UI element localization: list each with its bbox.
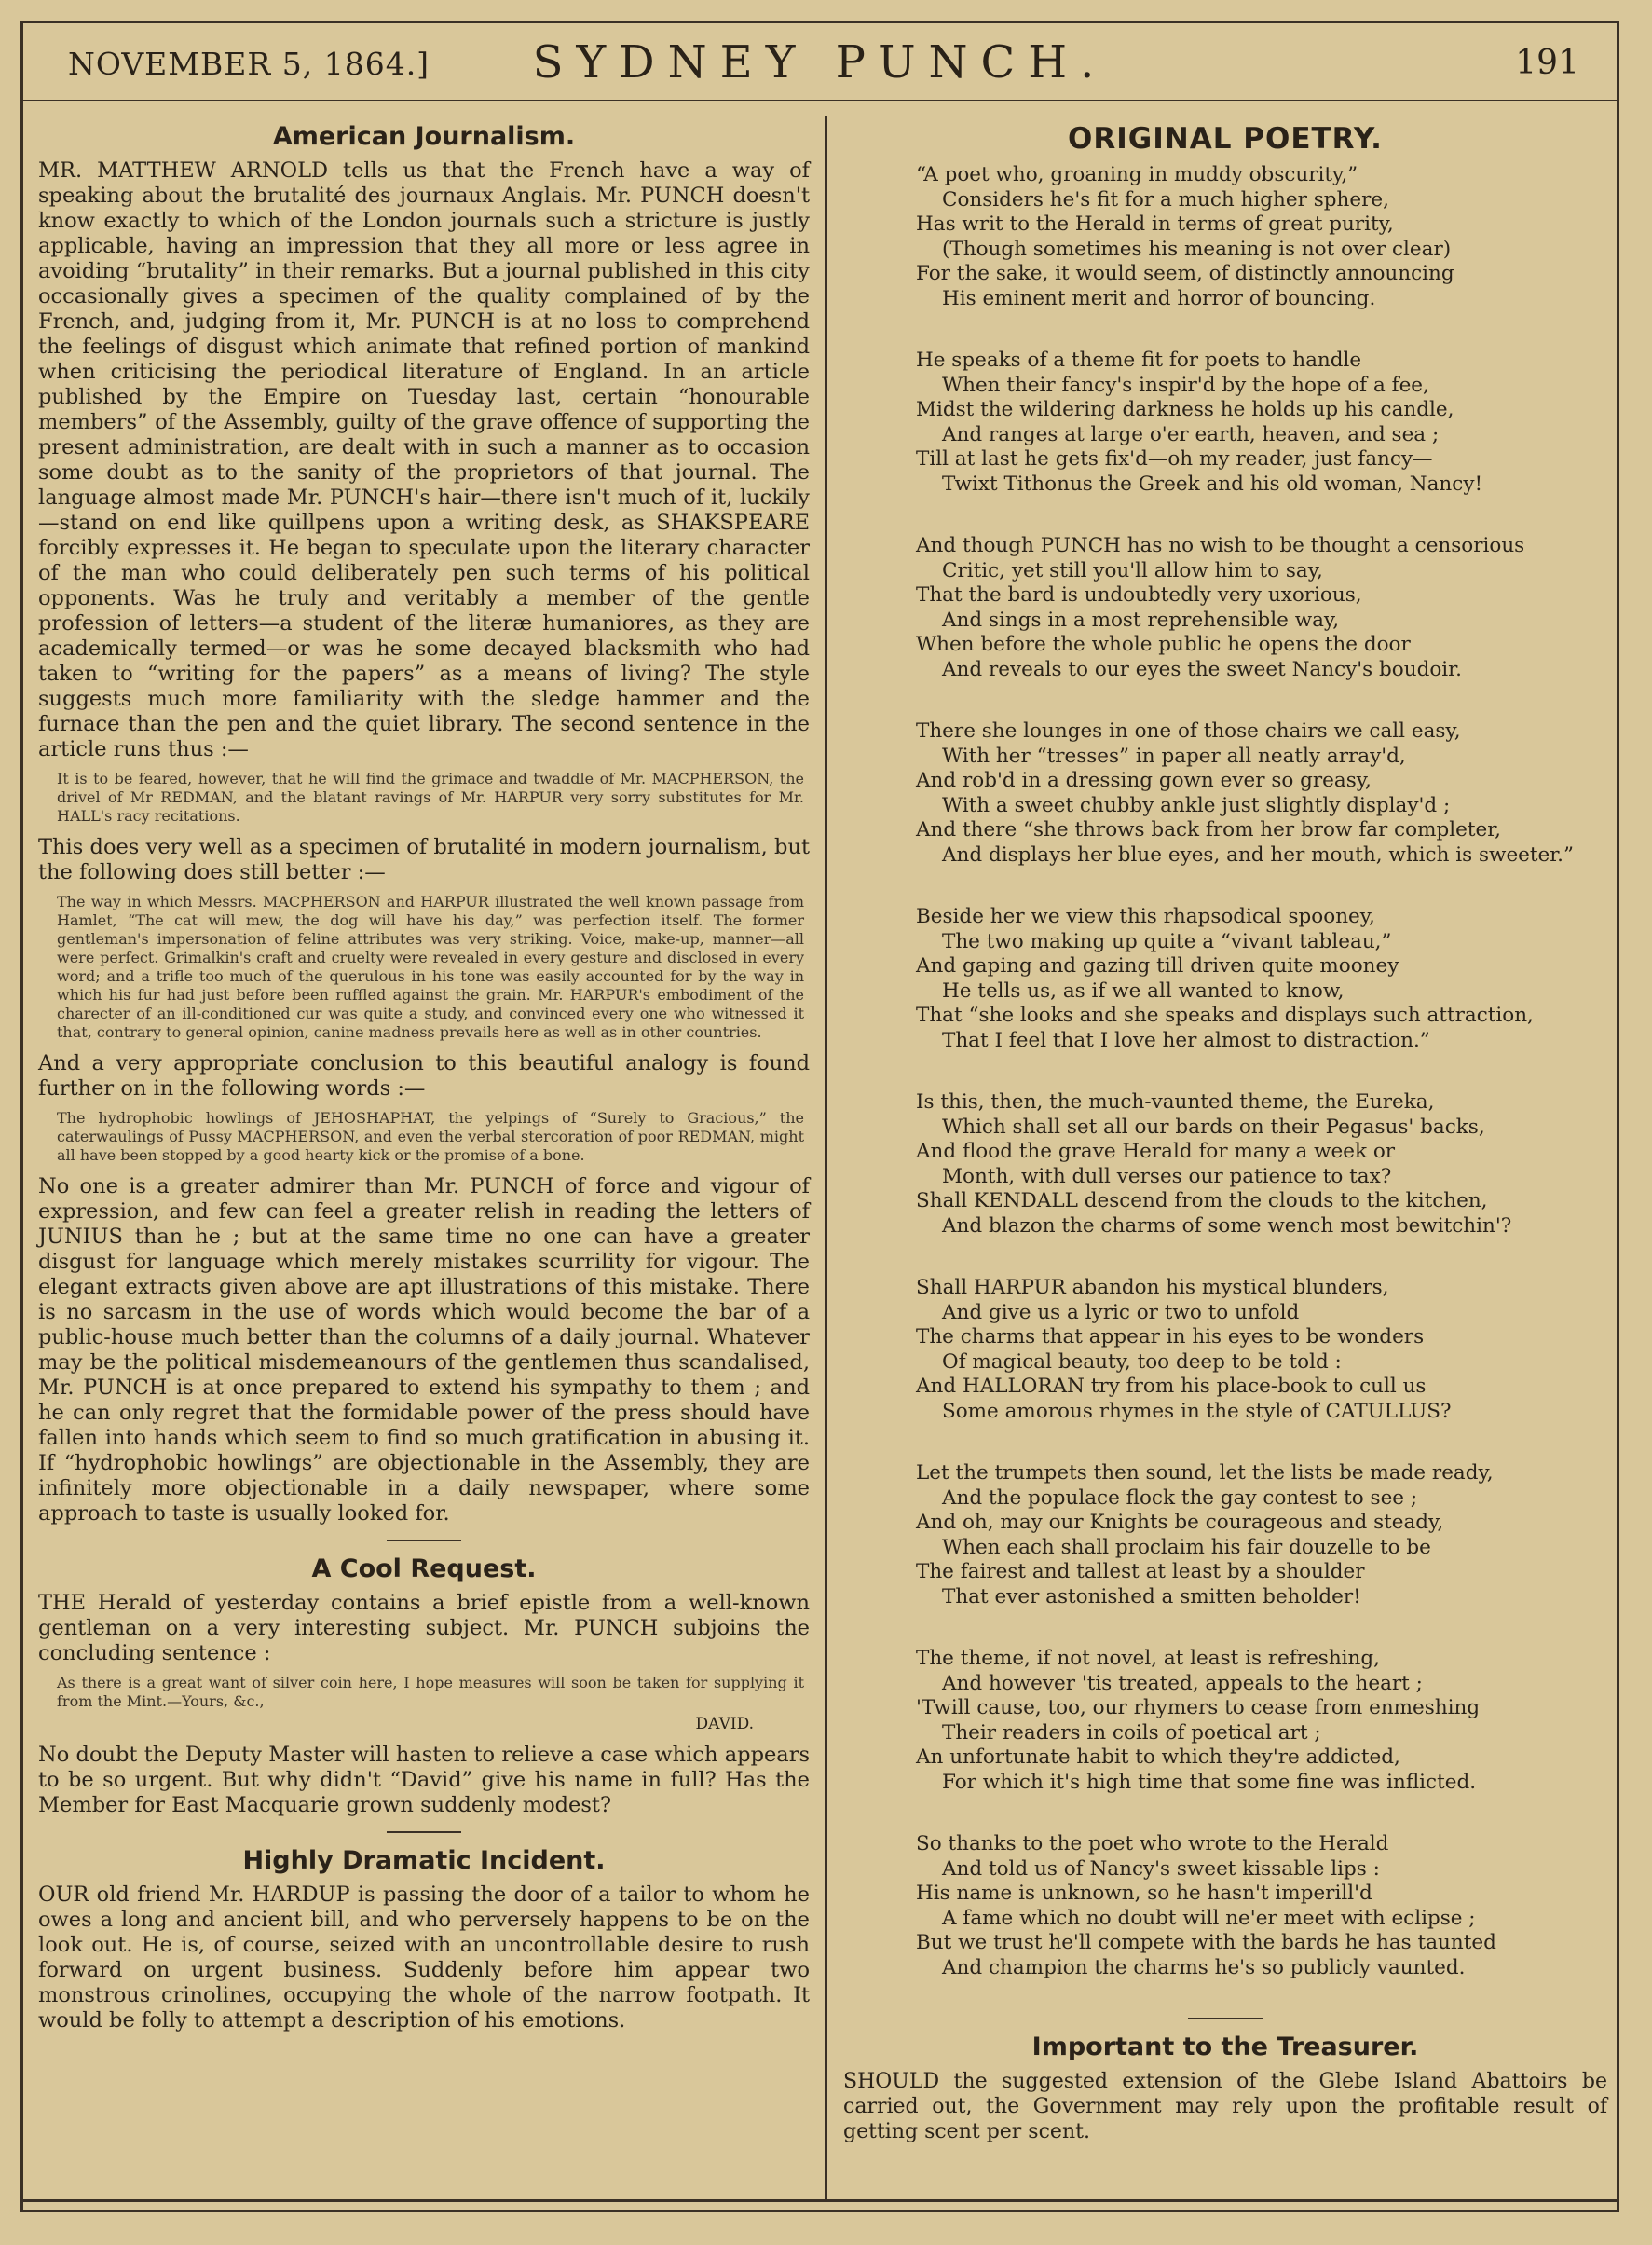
poem-stanza [916,905,1607,1053]
poem-line: That ever astonished a smitten beholder! [942,1584,1361,1608]
poem-line: And HALLORAN try from his place-book to cull us [916,1375,1427,1398]
poem-line: 'Twill cause, too, our rhymers to cease from enmeshing [916,1696,1481,1719]
article-title-american-journalism: American Journalism. [272,122,576,151]
poem-line: But we trust he'll compete with the bards he has taunted [916,1931,1496,1954]
poem-line: That I feel that I love her almost to distraction.” [942,1028,1430,1052]
poem-stanza [916,1647,1607,1795]
poem-line: And oh, may our Knights be courageous and steady, [916,1511,1444,1534]
article-paragraph: And a very appropriate conclusion to this beautiful analogy is found further on in the following words :— [38,1051,810,1101]
poem-line: And reveals to our eyes the sweet Nancy's boudoir. [942,657,1462,681]
quote-signature: DAVID. [695,1715,754,1733]
poem-line: The charms that appear in his eyes to be wonders [916,1325,1425,1348]
poem-line: Their readers in coils of poetical art ; [942,1720,1321,1745]
article-paragraph: No doubt the Deputy Master will hasten to relieve a case which appears to be so urgent. But why didn't “David” give his name in full? Has the Member for East Macquarie grown suddenly modest? [38,1743,810,1817]
poem-line: Which shall set all our bards on their Pegasus' backs, [942,1115,1485,1139]
poem-line: And blazon the charms of some wench most bewitchin'? [942,1213,1512,1238]
poem-line: And gaping and gazing till driven quite mooney [916,954,1399,978]
poem-line: When each shall proclaim his fair douzelle to be [942,1535,1431,1559]
section-divider [387,1831,461,1833]
article-title-dramatic-incident: Highly Dramatic Incident. [242,1846,606,1875]
poem-stanza [916,1090,1607,1239]
poem-line: Till at last he gets fix'd—oh my reader, just fancy— [916,447,1433,471]
poem-line: Midst the wildering darkness he holds up his candle, [916,398,1454,421]
article-title-cool-request: A Cool Request. [311,1554,537,1583]
poem-line: And ranges at large o'er earth, heaven, and sea ; [942,422,1440,446]
article-quote: As there is a great want of silver coin here, I hope measures will soon be taken for supplying it from the Mint.—Yours, &c., [57,1674,804,1710]
section-divider [1188,2018,1263,2019]
poem-line: For which it's high time that some fine was inflicted. [942,1770,1477,1794]
poem-line: Shall KENDALL descend from the clouds to the kitchen, [916,1189,1488,1212]
issue-date: NOVEMBER 5, 1864.] [68,46,430,82]
poem-line: He speaks of a theme fit for poets to handle [916,349,1362,372]
poem-stanza [916,1461,1607,1609]
poem-line: Let the trumpets then sound, let the lists be made ready, [916,1461,1494,1485]
right-column [830,116,1622,2144]
poem-line: Has writ to the Herald in terms of great purity, [916,212,1394,236]
poem-line: The theme, if not novel, at least is refreshing, [916,1647,1380,1670]
article-paragraph: This does very well as a specimen of brutalité in modern journalism, but the following does still better :— [38,835,810,884]
poem-line: With her “tresses” in paper all neatly array'd, [942,744,1406,768]
poem-line: And flood the grave Herald for many a week or [916,1140,1396,1163]
poem-line: And sings in a most reprehensible way, [942,608,1340,632]
poem-line: And rob'd in a dressing gown ever so greasy, [916,769,1372,792]
poem-line: An unfortunate habit to which they're addicted, [916,1745,1400,1769]
article-paragraph: OUR old friend Mr. HARDUP is passing the door of a tailor to whom he owes a long and ancient bill, and who perversely happens to be on the look out. He is, of course, seized with an uncontrollable desire to rush forward on urgent business. Suddenly before him appear two monstrous crinolines, occupying the whole of the narrow footpath. It would be folly to attempt a description of his emotions. [38,1882,810,2033]
column-divider [825,116,827,2199]
poem-line: Twixt Tithonus the Greek and his old woman, Nancy! [942,472,1483,496]
masthead-title: SYDNEY PUNCH. [532,36,1108,89]
poem-line: Beside her we view this rhapsodical spooney, [916,905,1375,928]
poem-line: So thanks to the poet who wrote to the Herald [916,1832,1389,1855]
left-column [23,116,823,2039]
poem-line: And the populace flock the gay contest to see ; [942,1485,1418,1510]
poem-line: That “she looks and she speaks and displays such attraction, [916,1004,1534,1027]
poem-line: And displays her blue eyes, and her mouth, which is sweeter.” [942,842,1574,867]
poem-line: And however 'tis treated, appeals to the heart ; [942,1671,1423,1695]
poem-line: And there “she throws back from her brow far completer, [916,818,1501,842]
page-header [23,23,1617,103]
article-paragraph: MR. MATTHEW ARNOLD tells us that the French have a way of speaking about the brutalité des journaux Anglais. Mr. PUNCH doesn't know exactly to which of the London journals such a stricture is justly applicable, having an impression that they all more or less agree in avoiding “brutality” in their remarks. But a journal published in this city occasionally gives a specimen of the quality complained of by the French, and, judging from it, Mr. PUNCH is at no loss to comprehend the feelings of disgust which animate that refined portion of mankind when criticising the periodical literature of England. In an article published by the Empire on Tuesday last, certain “honourable members” of the Assembly, guilty of the grave offence of supporting the present administration, are dealt with in such a manner as to occasion some doubt as to the sanity of the proprietors of that journal. The language almost made Mr. PUNCH's hair—there isn't much of it, luckily—stand on end like quillpens upon a writing desk, as SHAKSPEARE forcibly expresses it. He began to speculate upon the literary character of the man who could deliberately pen such terms of his political opponents. Was he truly and veritably a member of the gentle profession of letters—a student of the literæ humaniores, as they are academically termed—or was he some decayed blacksmith who had taken to “writing for the papers” as a means of living? The style suggests much more familiarity with the sledge hammer and the furnace than the pen and the quiet library. The second sentence in the article runs thus :— [38,158,810,761]
poem-line: Of magical beauty, too deep to be told : [942,1349,1342,1374]
poem-stanza [916,534,1607,682]
poem-line: There she lounges in one of those chairs we call easy, [916,719,1461,743]
poem-line: For the sake, it would seem, of distinctly announcing [916,262,1454,285]
poem-stanza [916,349,1607,497]
poem-line: The fairest and tallest at least by a shoulder [916,1560,1365,1583]
poem-line: And told us of Nancy's sweet kissable lips : [942,1856,1380,1881]
poem-line: (Though sometimes his meaning is not over clear) [942,237,1452,261]
poem-title: ORIGINAL POETRY. [1068,122,1383,156]
poem-line: And champion the charms he's so publicly vaunted. [942,1955,1466,1979]
poem-line: His name is unknown, so he hasn't imperill'd [916,1882,1372,1905]
article-quote: The hydrophobic howlings of JEHOSHAPHAT, the yelpings of “Surely to Gracious,” the caterwaulings of Pussy MACPHERSON, and even the verbal stercoration of poor REDMAN, might all have been stopped by a good hearty kick or the promise of a bone. [57,1109,804,1164]
poem-stanza [916,1832,1607,1980]
bottom-rule [23,2199,1617,2202]
poem-line: With a sweet chubby ankle just slightly display'd ; [942,793,1451,817]
poem-line: And give us a lyric or two to unfold [942,1300,1300,1324]
article-paragraph: No one is a greater admirer than Mr. PUNCH of force and vigour of expression, and few can feel a greater relish in reading the letters of JUNIUS than he ; but at the same time no one can have a greater disgust for language which merely mistakes scurrility for vigour. The elegant extracts given above are apt illustrations of this mistake. There is no sarcasm in the use of words which would become the bar of a public-house much better than the columns of a daily journal. Whatever may be the political misdemeanours of the gentlemen thus scandalised, Mr. PUNCH is at once prepared to extend his sympathy to them ; and he can only regret that the formidable power of the press should have fallen into hands which seem to find so much gratification in abusing it. If “hydrophobic howlings” are objectionable in the Assembly, they are infinitely more objectionable in a daily newspaper, where some approach to taste is usually looked for. [38,1174,810,1526]
article-title-treasurer: Important to the Treasurer. [1031,2033,1419,2061]
poem-line: And though PUNCH has no wish to be thought a censorious [916,534,1525,557]
poem-line: When before the whole public he opens the door [916,633,1411,656]
poem-line: He tells us, as if we all wanted to know, [942,979,1345,1003]
poem-line: His eminent merit and horror of bouncing. [942,286,1376,310]
poem-line: Is this, then, the much-vaunted theme, the Eureka, [916,1090,1435,1114]
poem-line: “A poet who, groaning in muddy obscurity,” [916,163,1358,186]
poem-stanza [916,1276,1607,1424]
article-quote: It is to be feared, however, that he will find the grimace and twaddle of Mr. MACPHERSON, the drivel of Mr REDMAN, and the blatant ravings of Mr. HARPUR very sorry substitutes for Mr. HALL's racy recitations. [57,770,804,825]
poem-line: Month, with dull verses our patience to tax? [942,1164,1392,1188]
poem-line: A fame which no doubt will ne'er meet with eclipse ; [942,1906,1476,1930]
poem-line: The two making up quite a “vivant tableau,” [942,929,1392,953]
poem-line: That the bard is undoubtedly very uxorious, [916,583,1362,607]
section-divider [387,1540,461,1541]
page-number: 191 [1515,44,1579,82]
article-paragraph: THE Herald of yesterday contains a brief epistle from a well-known gentleman on a very interesting subject. Mr. PUNCH subjoins the concluding sentence : [38,1591,810,1665]
poem-line: Some amorous rhymes in the style of CATULLUS? [942,1399,1452,1423]
article-quote: The way in which Messrs. MACPHERSON and HARPUR illustrated the well known passage from Hamlet, “The cat will mew, the dog will have his day,” was perfection itself. The former gentleman's impersonation of feline attributes was very striking. Voice, make-up, manner—all were perfect. Grimalkin's craft and cruelty were revealed in every gesture and disclosed in every word; and a trifle too much of the querulous in his tone was easily accounted for by the way in which his fur had just before been ruffled against the grain. Mr. HARPUR's embodiment of the charecter of an ill-conditioned cur was quite a study, and convinced every one who witnessed it that, contrary to general opinion, canine madness prevails here as well as in other countries. [57,893,804,1041]
poem-line: When their fancy's inspir'd by the hope of a fee, [942,373,1429,397]
newspaper-page [20,21,1619,2212]
poem-line: Shall HARPUR abandon his mystical blunders, [916,1276,1389,1299]
poem-line: Considers he's fit for a much higher sphere, [942,187,1389,212]
poem-body [843,163,1607,1980]
poem-stanza [916,163,1607,311]
article-paragraph: SHOULD the suggested extension of the Glebe Island Abattoirs be carried out, the Government may rely upon the profitable result of getting scent per scent. [843,2070,1607,2143]
poem-stanza [916,719,1607,868]
poem-line: Critic, yet still you'll allow him to say, [942,558,1323,582]
